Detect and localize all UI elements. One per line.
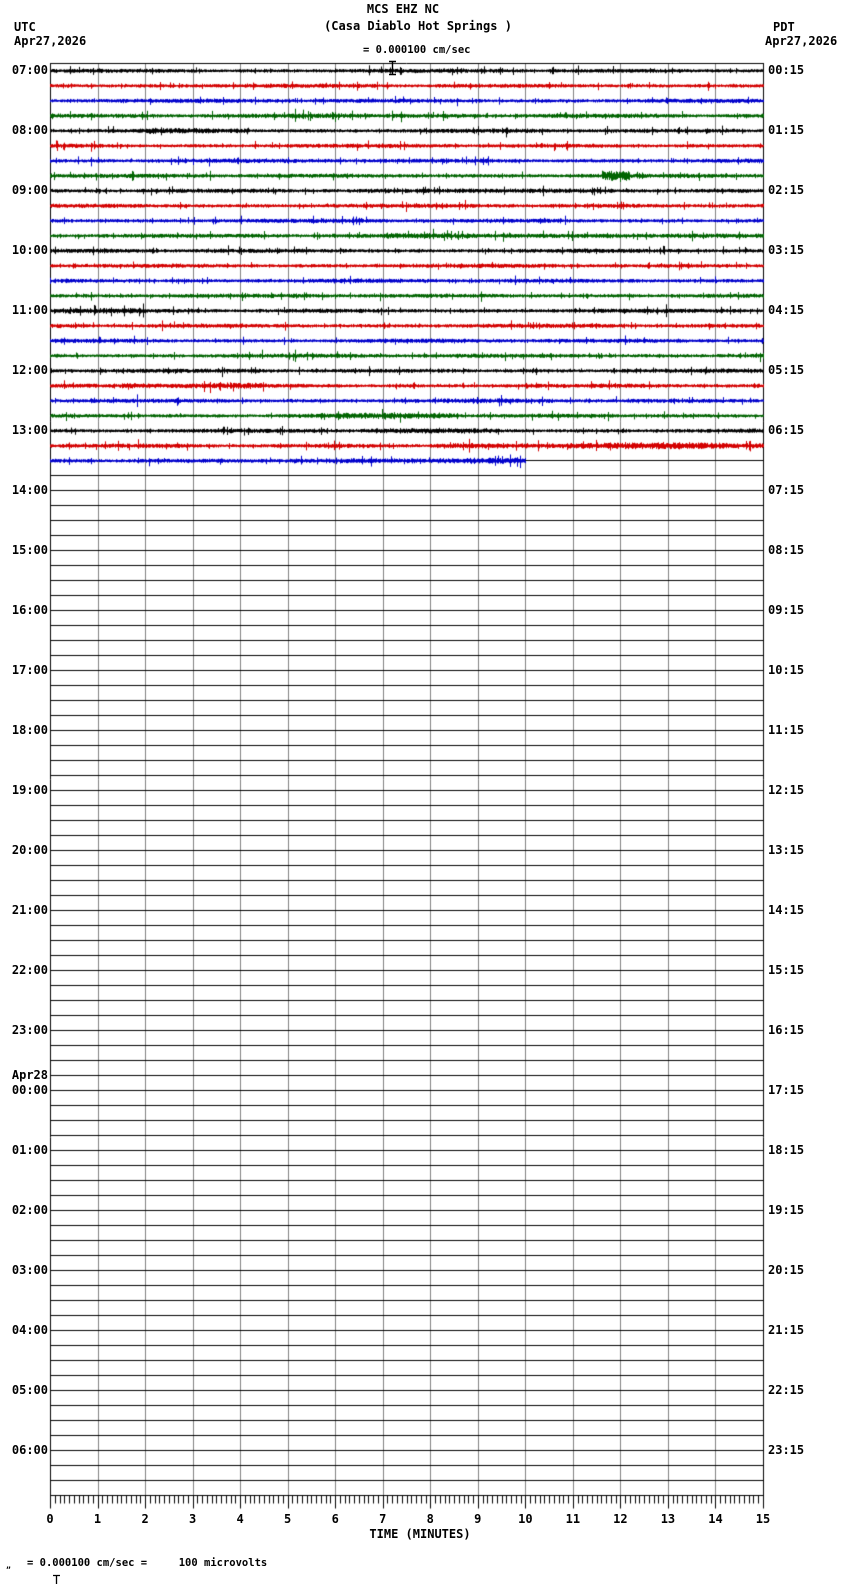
- utc-hour-label: 01:00: [11, 1142, 48, 1157]
- x-tick-label: 10: [518, 1512, 533, 1526]
- utc-hour-label: 13:00: [11, 422, 48, 437]
- pdt-hour-label: 21:15: [768, 1322, 805, 1337]
- utc-hour-label: 16:00: [11, 602, 48, 617]
- pdt-hour-label: 13:15: [768, 842, 805, 857]
- page-subtitle: (Casa Diablo Hot Springs ): [324, 19, 512, 33]
- x-tick-label: 3: [188, 1512, 197, 1526]
- utc-hour-label: 12:00: [11, 362, 48, 377]
- pdt-hour-label: 10:15: [768, 662, 805, 677]
- pdt-hour-label: 23:15: [768, 1442, 805, 1457]
- x-tick-label: 2: [141, 1512, 149, 1526]
- x-tick-label: 6: [331, 1512, 339, 1526]
- pdt-hour-label: 20:15: [768, 1262, 805, 1277]
- pdt-hour-label: 05:15: [768, 362, 805, 377]
- scale-label: = 0.000100 cm/sec: [363, 44, 471, 56]
- date-rollover-label: Apr28: [11, 1067, 48, 1082]
- pdt-hour-label: 18:15: [768, 1142, 805, 1157]
- utc-hour-label: 15:00: [11, 542, 48, 557]
- utc-hour-label: 22:00: [11, 962, 48, 977]
- utc-hour-label: 18:00: [11, 722, 48, 737]
- pdt-hour-label: 22:15: [768, 1382, 805, 1397]
- utc-hour-label: 10:00: [11, 242, 48, 257]
- utc-hour-label: 14:00: [11, 482, 48, 497]
- footer-scale-label: = 0.000100 cm/sec = 100 microvolts: [27, 1557, 268, 1569]
- x-tick-label: 14: [708, 1512, 723, 1526]
- pdt-hour-label: 01:15: [768, 122, 805, 137]
- pdt-hour-label: 02:15: [768, 182, 805, 197]
- x-tick-label: 9: [474, 1512, 482, 1526]
- x-tick-label: 0: [46, 1512, 54, 1526]
- utc-hour-label: 02:00: [11, 1202, 48, 1217]
- pdt-hour-label: 03:15: [768, 242, 805, 257]
- footer-prefix-mark: „: [6, 1561, 11, 1570]
- pdt-hour-label: 17:15: [768, 1082, 805, 1097]
- pdt-hour-label: 09:15: [768, 602, 805, 617]
- utc-hour-label: 03:00: [11, 1262, 48, 1277]
- pdt-hour-label: 14:15: [768, 902, 805, 917]
- pdt-hour-label: 00:15: [768, 62, 805, 77]
- utc-hour-label: 11:00: [11, 302, 48, 317]
- x-tick-label: 7: [379, 1512, 387, 1526]
- utc-hour-label: 21:00: [11, 902, 48, 917]
- pdt-hour-label: 19:15: [768, 1202, 805, 1217]
- right-date: Apr27,2026: [765, 34, 838, 48]
- x-tick-label: 15: [755, 1512, 771, 1526]
- x-tick-label: 12: [613, 1512, 628, 1526]
- utc-hour-label: 06:00: [11, 1442, 48, 1457]
- pdt-hour-label: 06:15: [768, 422, 805, 437]
- pdt-hour-label: 07:15: [768, 482, 805, 497]
- pdt-hour-label: 15:15: [768, 962, 805, 977]
- pdt-hour-label: 04:15: [768, 302, 805, 317]
- utc-hour-label: 07:00: [11, 62, 48, 77]
- utc-hour-label: 09:00: [11, 182, 48, 197]
- utc-hour-label: 05:00: [11, 1382, 48, 1397]
- right-timezone: PDT: [773, 20, 795, 34]
- pdt-hour-label: 11:15: [768, 722, 805, 737]
- x-tick-label: 8: [426, 1512, 434, 1526]
- utc-hour-label: 20:00: [11, 842, 48, 857]
- x-tick-label: 13: [660, 1512, 676, 1526]
- pdt-hour-label: 16:15: [768, 1022, 805, 1037]
- x-tick-label: 11: [565, 1512, 581, 1526]
- x-tick-label: 1: [93, 1512, 102, 1526]
- left-date: Apr27,2026: [14, 34, 87, 48]
- x-tick-label: 4: [236, 1512, 244, 1526]
- x-tick-label: 5: [284, 1512, 292, 1526]
- pdt-hour-label: 12:15: [768, 782, 805, 797]
- utc-hour-label: 08:00: [11, 122, 48, 137]
- x-axis-title: TIME (MINUTES): [369, 1527, 471, 1541]
- utc-hour-label: 04:00: [11, 1322, 48, 1337]
- pdt-hour-label: 08:15: [768, 542, 805, 557]
- utc-hour-label: 19:00: [11, 782, 48, 797]
- utc-hour-label: 23:00: [11, 1022, 48, 1037]
- left-timezone: UTC: [14, 20, 36, 34]
- page-title: MCS EHZ NC: [366, 2, 440, 16]
- utc-hour-label: 17:00: [11, 662, 48, 677]
- utc-hour-label: 00:00: [11, 1082, 48, 1097]
